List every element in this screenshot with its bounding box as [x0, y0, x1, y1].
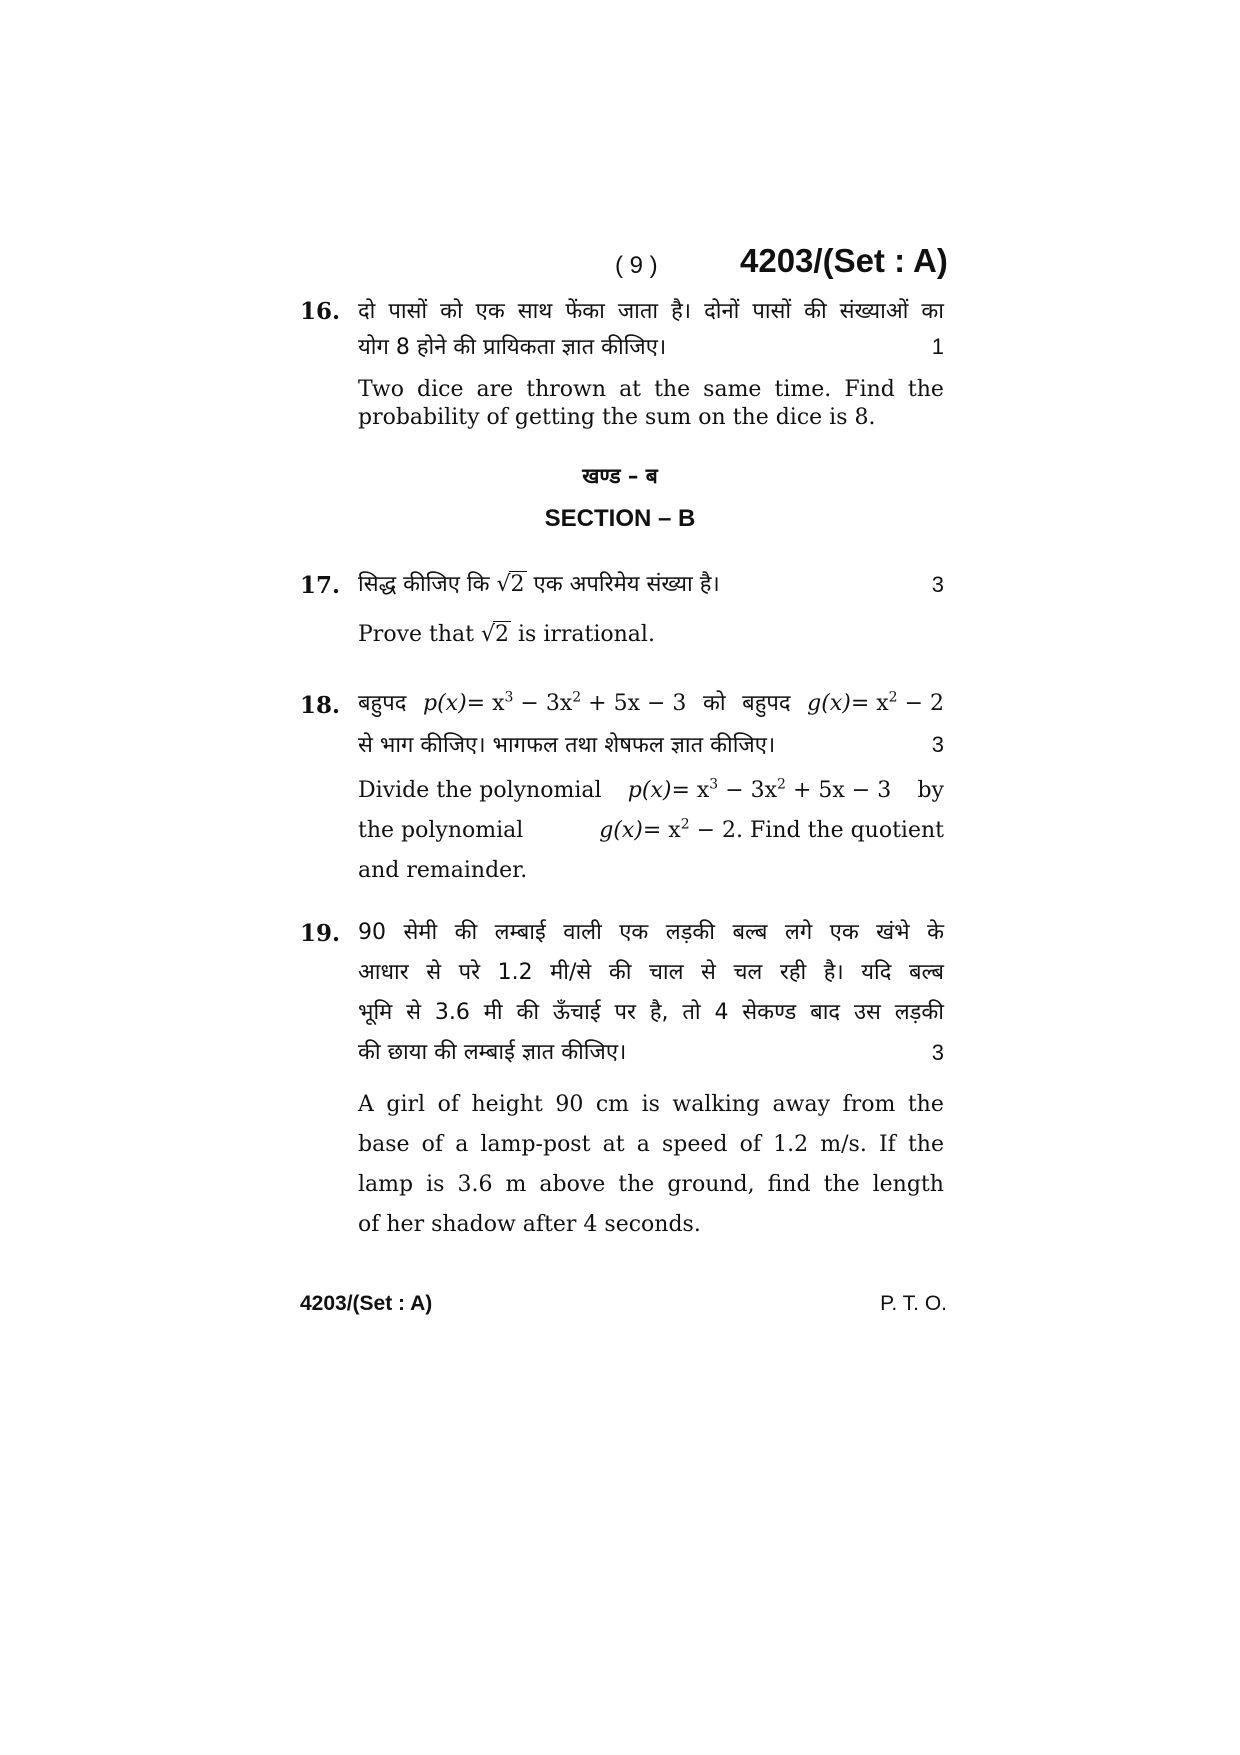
section-title-hindi: खण्ड – ब: [582, 464, 658, 488]
paper-code-header: 4203/(Set : A): [740, 242, 948, 279]
question-english-line: base of a lamp-post at a speed of 1.2 m/s. If the: [358, 1132, 944, 1157]
question-hindi-line: की छाया की लम्बाई ज्ञात कीजिए।: [358, 1040, 627, 1065]
question-hindi-line: बहुपद $p(x)= x^3 - 3x^2 + 5x - 3$ को बहुपद $g(x)= x^2 - 2$: [358, 684, 944, 724]
polynomial-g: $g(x)= x^2 - 2$: [807, 689, 944, 716]
question-hindi-line: से भाग कीजिए। भागफल तथा शेषफल ज्ञात कीजिए।: [358, 733, 776, 758]
question-english-line: lamp is 3.6 m above the ground, find the length: [358, 1172, 944, 1197]
question-english-line: and remainder.: [358, 858, 528, 883]
section-title-english: SECTION – B: [544, 505, 696, 532]
question-english-line: Prove that √2 is irrational.: [358, 622, 655, 647]
question-marks: 3: [931, 572, 944, 597]
pto-label: P. T. O.: [880, 1292, 947, 1315]
question-number: 17.: [300, 572, 341, 599]
question-hindi-line: सिद्ध कीजिए कि √2 एक अपरिमेय संख्या है।: [358, 572, 720, 597]
question-hindi-line: योग 8 होने की प्रायिकता ज्ञात कीजिए।: [358, 335, 667, 360]
question-marks: 1: [931, 334, 944, 359]
question-marks: 3: [931, 1040, 944, 1065]
page-number: ( 9 ): [615, 252, 658, 279]
polynomial-p: $p(x)= x^3 - 3x^2 + 5x - 3$: [627, 776, 892, 803]
sqrt-expression: √2: [480, 622, 510, 647]
question-hindi-line: भूमि से 3.6 मी की ऊँचाई पर है, तो 4 सेकण्ड बाद उस लड़की: [358, 1000, 944, 1025]
question-english-line: of her shadow after 4 seconds.: [358, 1212, 701, 1237]
question-marks: 3: [931, 732, 944, 757]
question-english-line: the polynomial $g(x)= x^2 - 2$. Find the quotient: [358, 816, 944, 843]
question-english-line: probability of getting the sum on the dice is 8.: [358, 405, 876, 430]
sqrt-expression: √2: [496, 572, 525, 597]
question-english-line: Two dice are thrown at the same time. Find the: [358, 377, 944, 402]
question-hindi-line: आधार से परे 1.2 मी/से की चाल से चल रही है। यदि बल्ब: [358, 960, 944, 985]
paper-code-footer: 4203/(Set : A): [300, 1292, 433, 1315]
question-hindi-line: दो पासों को एक साथ फेंका जाता है। दोनों पासों की संख्याओं का: [358, 299, 944, 324]
question-english-line: A girl of height 90 cm is walking away from the: [358, 1092, 944, 1117]
question-hindi-line: 90 सेमी की लम्बाई वाली एक लड़की बल्ब लगे एक खंभे के: [358, 920, 944, 945]
polynomial-g: $g(x)= x^2 - 2$: [599, 816, 737, 843]
question-number: 16.: [300, 298, 341, 325]
question-english-line: Divide the polynomial $p(x)= x^3 - 3x^2 + 5x - 3$ by: [358, 776, 944, 803]
question-number: 18.: [300, 692, 341, 719]
polynomial-p: $p(x)= x^3 - 3x^2 + 5x - 3$: [423, 689, 687, 716]
question-number: 19.: [300, 920, 341, 947]
